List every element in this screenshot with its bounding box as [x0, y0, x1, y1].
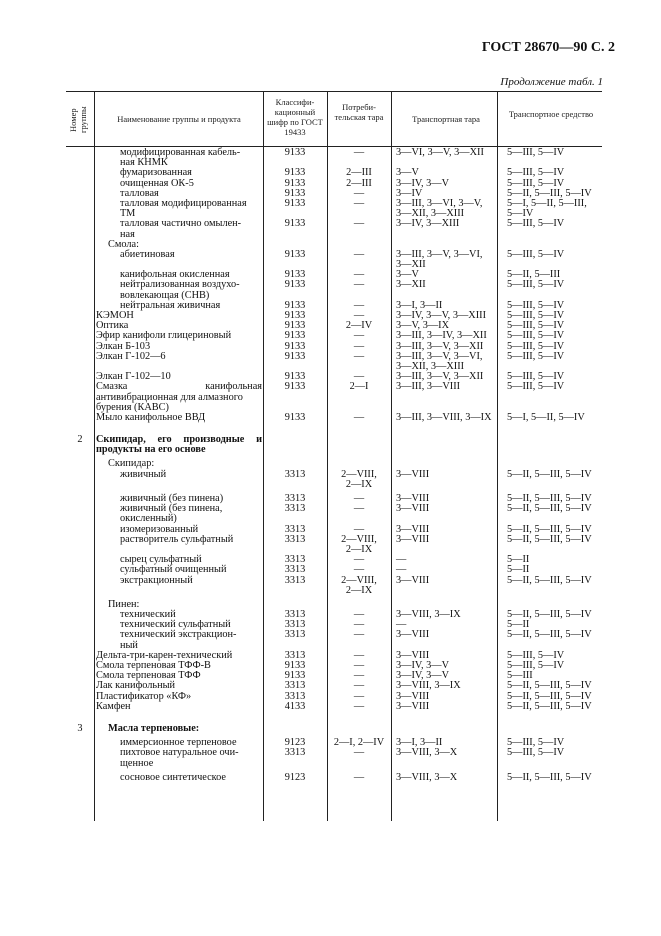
transport-tara-cell: 3—III, 3—VI, 3—V,: [396, 197, 483, 209]
product-name-cell: Скипидар, его производные и: [96, 434, 262, 446]
consumer-tara-cell: 2—VIII,: [341, 468, 377, 480]
transport-tara-cell: 3—VIII: [396, 468, 430, 480]
transport-means-cell: 5—II, 5—III: [507, 269, 561, 281]
transport-tara-cell: 3—V: [396, 167, 419, 179]
transport-tara-cell: 3—IV, 3—V: [396, 177, 450, 189]
consumer-tara-cell: —: [353, 564, 365, 576]
product-name-cell: нейтральная живичная: [120, 299, 221, 311]
table-body: [66, 148, 602, 783]
consumer-tara-cell: —: [353, 690, 365, 702]
product-name-cell: Смола терпеновая ТФФ-В: [96, 660, 211, 671]
transport-tara-cell: 3—VIII, 3—IX: [396, 609, 461, 621]
classification-code-cell: 9133: [284, 310, 306, 321]
transport-means-cell: 5—III, 5—IV: [507, 248, 565, 260]
transport-means-cell: 5—III, 5—IV: [507, 310, 565, 321]
product-name-cell: Смола:: [108, 238, 139, 250]
consumer-tara-cell: 2—IX: [345, 584, 373, 596]
table-row: [66, 413, 602, 423]
product-name-cell: талловая частично омылен-: [120, 218, 242, 230]
product-name-cell: Элкан Г-102—6: [96, 350, 166, 362]
classification-code-cell: 3313: [284, 690, 306, 702]
classification-code-cell: 9133: [284, 187, 306, 199]
consumer-tara-cell: —: [353, 248, 365, 260]
consumer-tara-cell: —: [353, 609, 365, 621]
classification-code-cell: 3313: [284, 468, 306, 480]
classification-code-cell: 9133: [284, 167, 306, 179]
transport-means-cell: 5—II, 5—III, 5—IV: [507, 690, 592, 702]
product-name-cell: окисленный): [120, 513, 177, 525]
table-row: [66, 565, 602, 575]
product-name-cell: нейтрализованная воздухо-: [120, 279, 240, 291]
consumer-tara-cell: —: [353, 299, 365, 311]
classification-code-cell: 9133: [284, 197, 306, 209]
product-name-cell: Эфир канифоли глицериновый: [96, 330, 232, 342]
transport-tara-cell: —: [396, 554, 407, 566]
transport-means-cell: 5—III: [507, 670, 533, 682]
consumer-tara-cell: 2—VIII,: [341, 533, 377, 545]
classification-code-cell: 3313: [284, 629, 306, 641]
product-name-cell: Пинен:: [108, 598, 140, 610]
transport-tara-cell: 3—III, 3—V, 3—VI,: [396, 248, 483, 260]
consumer-tara-cell: —: [353, 660, 365, 671]
product-name-cell: Лак канифольный: [96, 680, 176, 692]
product-name-cell: технический сульфатный: [120, 619, 231, 631]
group-number-cell: 2: [77, 434, 83, 446]
classification-code-cell: 9133: [284, 340, 306, 352]
classification-code-cell: 9133: [284, 670, 306, 682]
group-number-cell: 3: [77, 722, 83, 734]
consumer-tara-cell: —: [353, 771, 365, 783]
transport-tara-cell: 3—III, 3—V, 3—XII: [396, 340, 484, 352]
product-name-cell: сульфатный очищенный: [120, 564, 227, 576]
transport-tara-cell: 3—III, 3—VIII: [396, 381, 461, 393]
transport-tara-cell: —: [396, 619, 407, 631]
table-continuation-label: Продолжение табл. 1: [500, 76, 603, 88]
product-name-cell: экстракционный: [120, 574, 193, 586]
transport-means-cell: 5—III, 5—IV: [507, 737, 565, 749]
product-name-cell: сырец сульфатный: [120, 554, 202, 566]
table-row: [66, 576, 602, 586]
table-row: [66, 352, 602, 362]
classification-code-cell: 9133: [284, 177, 306, 189]
transport-means-cell: 5—III, 5—IV: [507, 660, 565, 671]
transport-tara-cell: 3—VIII: [396, 649, 430, 661]
consumer-tara-cell: —: [353, 503, 365, 515]
transport-means-cell: 5—III, 5—IV: [507, 320, 565, 332]
consumer-tara-cell: —: [353, 147, 365, 158]
product-name-cell: абиетиновая: [120, 248, 175, 260]
consumer-tara-cell: —: [353, 350, 365, 362]
transport-tara-cell: 3—VIII: [396, 700, 430, 712]
transport-means-cell: 5—III, 5—IV: [507, 279, 565, 291]
transport-tara-cell: 3—IV, 3—V: [396, 660, 450, 671]
consumer-tara-cell: 2—VIII,: [341, 574, 377, 586]
table-row: [66, 748, 602, 758]
table-top-border: [66, 91, 602, 92]
product-name-cell: технический экстракцион-: [120, 629, 237, 641]
product-name-cell: Элкан Г-102—10: [96, 371, 171, 383]
classification-code-cell: 3313: [284, 619, 306, 631]
transport-means-cell: 5—II, 5—III, 5—IV: [507, 523, 592, 535]
transport-means-cell: 5—III, 5—IV: [507, 167, 565, 179]
transport-means-cell: 5—III, 5—IV: [507, 649, 565, 661]
classification-code-cell: 9133: [284, 381, 306, 393]
classification-code-cell: 9123: [284, 737, 306, 749]
product-name-cell: ная: [120, 228, 135, 240]
consumer-tara-cell: 2—I: [349, 381, 369, 393]
product-name-cell: модифицированная кабель-: [120, 147, 241, 158]
table-row: [66, 586, 602, 596]
classification-code-cell: 9133: [284, 371, 306, 383]
transport-means-cell: 5—III, 5—IV: [507, 177, 565, 189]
transport-means-cell: 5—III, 5—IV: [507, 381, 565, 393]
product-name-cell: антивибрационная для алмазного: [96, 391, 243, 403]
consumer-tara-cell: —: [353, 670, 365, 682]
transport-tara-cell: 3—IV, 3—XIII: [396, 218, 460, 230]
transport-tara-cell: 3—III, 3—V, 3—XII: [396, 371, 484, 383]
table-row: [66, 630, 602, 640]
products-table: [66, 91, 602, 821]
table-row: [66, 480, 602, 490]
classification-code-cell: 9133: [284, 147, 306, 158]
product-name-cell: иммерсионное терпеновое: [120, 737, 237, 749]
classification-code-cell: 9133: [284, 279, 306, 291]
product-name-cell: ный: [120, 639, 138, 651]
transport-tara-cell: 3—IV: [396, 187, 423, 199]
transport-means-cell: 5—III, 5—IV: [507, 371, 565, 383]
product-name-cell: щенное: [120, 757, 154, 769]
transport-tara-cell: 3—III, 3—V, 3—VI,: [396, 350, 483, 362]
product-name-cell: талловая: [120, 187, 159, 199]
product-name-cell: Смола терпеновая ТФФ: [96, 670, 201, 682]
product-name-cell: Скипидар:: [108, 458, 155, 470]
transport-means-cell: 5—II: [507, 619, 530, 631]
classification-code-cell: 3313: [284, 747, 306, 759]
consumer-tara-cell: —: [353, 330, 365, 342]
table-row: [66, 535, 602, 545]
transport-tara-cell: 3—VIII: [396, 574, 430, 586]
classification-code-cell: 9133: [284, 411, 306, 423]
header-name: Наименование группы и продукта: [117, 114, 241, 124]
transport-means-cell: 5—III, 5—IV: [507, 350, 565, 362]
transport-tara-cell: 3—IV, 3—V, 3—XIII: [396, 310, 487, 321]
transport-tara-cell: 3—I, 3—II: [396, 737, 443, 749]
classification-code-cell: 9133: [284, 320, 306, 332]
consumer-tara-cell: —: [353, 619, 365, 631]
product-name-cell: растворитель сульфатный: [120, 533, 234, 545]
table-row: [66, 702, 602, 712]
consumer-tara-cell: 2—III: [346, 167, 372, 179]
consumer-tara-cell: —: [353, 269, 365, 281]
product-name-cell: Оптика: [96, 320, 129, 332]
classification-code-cell: 3313: [284, 680, 306, 692]
transport-means-cell: 5—II, 5—III, 5—IV: [507, 503, 592, 515]
product-name-cell: Масла терпеновые:: [108, 722, 200, 734]
table-row: [66, 219, 602, 229]
product-name-cell: изомеризованный: [120, 523, 199, 535]
transport-tara-cell: 3—VIII: [396, 533, 430, 545]
consumer-tara-cell: —: [353, 523, 365, 535]
product-name-cell: бурения (КАВС): [96, 401, 169, 413]
product-name-cell: пихтовое натуральное очи-: [120, 747, 239, 759]
transport-means-cell: 5—III, 5—IV: [507, 299, 565, 311]
transport-tara-cell: 3—XII, 3—XIII: [396, 360, 465, 372]
header-code: Классифи-кационный шифр по ГОСТ 19433: [267, 97, 323, 137]
product-name-cell: живичный (без пинена): [120, 493, 224, 504]
table-row: [66, 230, 602, 240]
product-name-cell: Пластификатор «КФ»: [96, 690, 192, 702]
consumer-tara-cell: —: [353, 680, 365, 692]
transport-means-cell: 5—II, 5—III, 5—IV: [507, 609, 592, 621]
table-row: [66, 724, 602, 734]
transport-means-cell: 5—II: [507, 564, 530, 576]
transport-tara-cell: 3—VIII, 3—X: [396, 747, 458, 759]
consumer-tara-cell: —: [353, 218, 365, 230]
transport-means-cell: 5—II, 5—III, 5—IV: [507, 574, 592, 586]
product-name-cell: очищенная ОК-5: [120, 177, 194, 189]
consumer-tara-cell: —: [353, 493, 365, 504]
classification-code-cell: 9133: [284, 330, 306, 342]
transport-means-cell: 5—I, 5—II, 5—IV: [507, 411, 585, 423]
consumer-tara-cell: —: [353, 554, 365, 566]
consumer-tara-cell: —: [353, 371, 365, 383]
header-consumer-tara: Потреби-тельская тара: [334, 102, 384, 122]
product-name-cell: ная КНМК: [120, 157, 168, 169]
transport-tara-cell: 3—XII: [396, 279, 426, 291]
consumer-tara-cell: 2—I, 2—IV: [333, 737, 385, 749]
product-name-cell: живичный: [120, 468, 167, 480]
transport-means-cell: 5—II, 5—III, 5—IV: [507, 629, 592, 641]
product-name-cell: технический: [120, 609, 176, 621]
product-name-cell: КЭМОН: [96, 310, 134, 321]
classification-code-cell: 9133: [284, 248, 306, 260]
transport-means-cell: 5—II, 5—III, 5—IV: [507, 187, 592, 199]
consumer-tara-cell: —: [353, 279, 365, 291]
table-row: [66, 470, 602, 480]
transport-means-cell: 5—III, 5—IV: [507, 147, 565, 158]
classification-code-cell: 9133: [284, 218, 306, 230]
transport-tara-cell: 3—XII: [396, 259, 426, 271]
classification-code-cell: 3313: [284, 503, 306, 515]
consumer-tara-cell: —: [353, 649, 365, 661]
table-row: [66, 382, 602, 392]
product-name-cell: канифольная окисленная: [120, 269, 230, 281]
consumer-tara-cell: —: [353, 411, 365, 423]
transport-means-cell: 5—III, 5—IV: [507, 747, 565, 759]
classification-code-cell: 3313: [284, 493, 306, 504]
product-name-cell: Дельта-три-карен-технический: [96, 649, 233, 661]
product-name-cell: продукты на его основе: [96, 444, 206, 456]
consumer-tara-cell: 2—IX: [345, 478, 373, 490]
table-row: [66, 759, 602, 769]
transport-tara-cell: 3—VIII: [396, 690, 430, 702]
transport-means-cell: 5—II, 5—III, 5—IV: [507, 533, 592, 545]
classification-code-cell: 9133: [284, 299, 306, 311]
classification-code-cell: 3313: [284, 609, 306, 621]
transport-tara-cell: 3—IV, 3—V: [396, 670, 450, 682]
classification-code-cell: 3313: [284, 564, 306, 576]
transport-means-cell: 5—II, 5—III, 5—IV: [507, 700, 592, 712]
transport-means-cell: 5—III, 5—IV: [507, 218, 565, 230]
product-name-cell: живичный (без пинена,: [120, 503, 223, 515]
transport-tara-cell: 3—VIII: [396, 503, 430, 515]
table-row: [66, 773, 602, 783]
product-name-cell: Камфен: [96, 700, 131, 712]
consumer-tara-cell: 2—IX: [345, 543, 373, 555]
classification-code-cell: 3313: [284, 554, 306, 566]
table-row: [66, 445, 602, 455]
transport-means-cell: 5—II, 5—III, 5—IV: [507, 493, 592, 504]
transport-means-cell: 5—III, 5—IV: [507, 340, 565, 352]
transport-tara-cell: 3—VIII, 3—IX: [396, 680, 461, 692]
consumer-tara-cell: —: [353, 629, 365, 641]
transport-tara-cell: 3—VIII: [396, 523, 430, 535]
consumer-tara-cell: —: [353, 310, 365, 321]
transport-tara-cell: 3—I, 3—II: [396, 299, 443, 311]
product-name-cell: Смазка канифольная: [96, 381, 262, 393]
product-name-cell: талловая модифицированная: [120, 197, 247, 209]
transport-tara-cell: 3—III, 3—VIII, 3—IX: [396, 411, 492, 423]
product-name-cell: ТМ: [120, 208, 136, 220]
transport-means-cell: 5—II: [507, 554, 530, 566]
classification-code-cell: 9133: [284, 350, 306, 362]
transport-means-cell: 5—II, 5—III, 5—IV: [507, 468, 592, 480]
transport-tara-cell: 3—VIII, 3—X: [396, 771, 458, 783]
classification-code-cell: 9133: [284, 660, 306, 671]
classification-code-cell: 3313: [284, 523, 306, 535]
consumer-tara-cell: —: [353, 700, 365, 712]
table-row: [66, 250, 602, 260]
consumer-tara-cell: —: [353, 187, 365, 199]
transport-tara-cell: 3—XII, 3—XIII: [396, 208, 465, 220]
transport-means-cell: 5—IV: [507, 208, 534, 220]
transport-means-cell: 5—II, 5—III, 5—IV: [507, 680, 592, 692]
product-name-cell: Элкан Б-103: [96, 340, 151, 352]
classification-code-cell: 9123: [284, 771, 306, 783]
product-name-cell: сосновое синтетическое: [120, 771, 226, 783]
classification-code-cell: 3313: [284, 574, 306, 586]
transport-tara-cell: —: [396, 564, 407, 576]
classification-code-cell: 3313: [284, 533, 306, 545]
product-name-cell: фумаризованная: [120, 167, 192, 179]
transport-tara-cell: 3—VI, 3—V, 3—XII: [396, 147, 484, 158]
classification-code-cell: 9133: [284, 269, 306, 281]
consumer-tara-cell: 2—III: [346, 177, 372, 189]
transport-tara-cell: 3—V: [396, 269, 419, 281]
transport-means-cell: 5—I, 5—II, 5—III,: [507, 197, 587, 209]
transport-means-cell: 5—II, 5—III, 5—IV: [507, 771, 592, 783]
product-name-cell: вовлекающая (СНВ): [120, 289, 210, 301]
transport-means-cell: 5—III, 5—IV: [507, 330, 565, 342]
transport-tara-cell: 3—VIII: [396, 629, 430, 641]
page-header: ГОСТ 28670—90 С. 2: [481, 40, 615, 55]
consumer-tara-cell: —: [353, 340, 365, 352]
classification-code-cell: 4133: [284, 700, 306, 712]
header-group-number: Номер группы: [68, 106, 88, 134]
transport-tara-cell: 3—III, 3—IV, 3—XII: [396, 330, 487, 342]
header-transport-means: Транспортное средство: [508, 109, 594, 119]
transport-tara-cell: 3—VIII: [396, 493, 430, 504]
consumer-tara-cell: —: [353, 197, 365, 209]
classification-code-cell: 3313: [284, 649, 306, 661]
consumer-tara-cell: 2—IV: [345, 320, 373, 332]
transport-tara-cell: 3—V, 3—IX: [396, 320, 450, 332]
product-name-cell: Мыло канифольное ВВД: [96, 411, 206, 423]
header-transport-tara: Транспортная тара: [412, 114, 480, 124]
consumer-tara-cell: —: [353, 747, 365, 759]
